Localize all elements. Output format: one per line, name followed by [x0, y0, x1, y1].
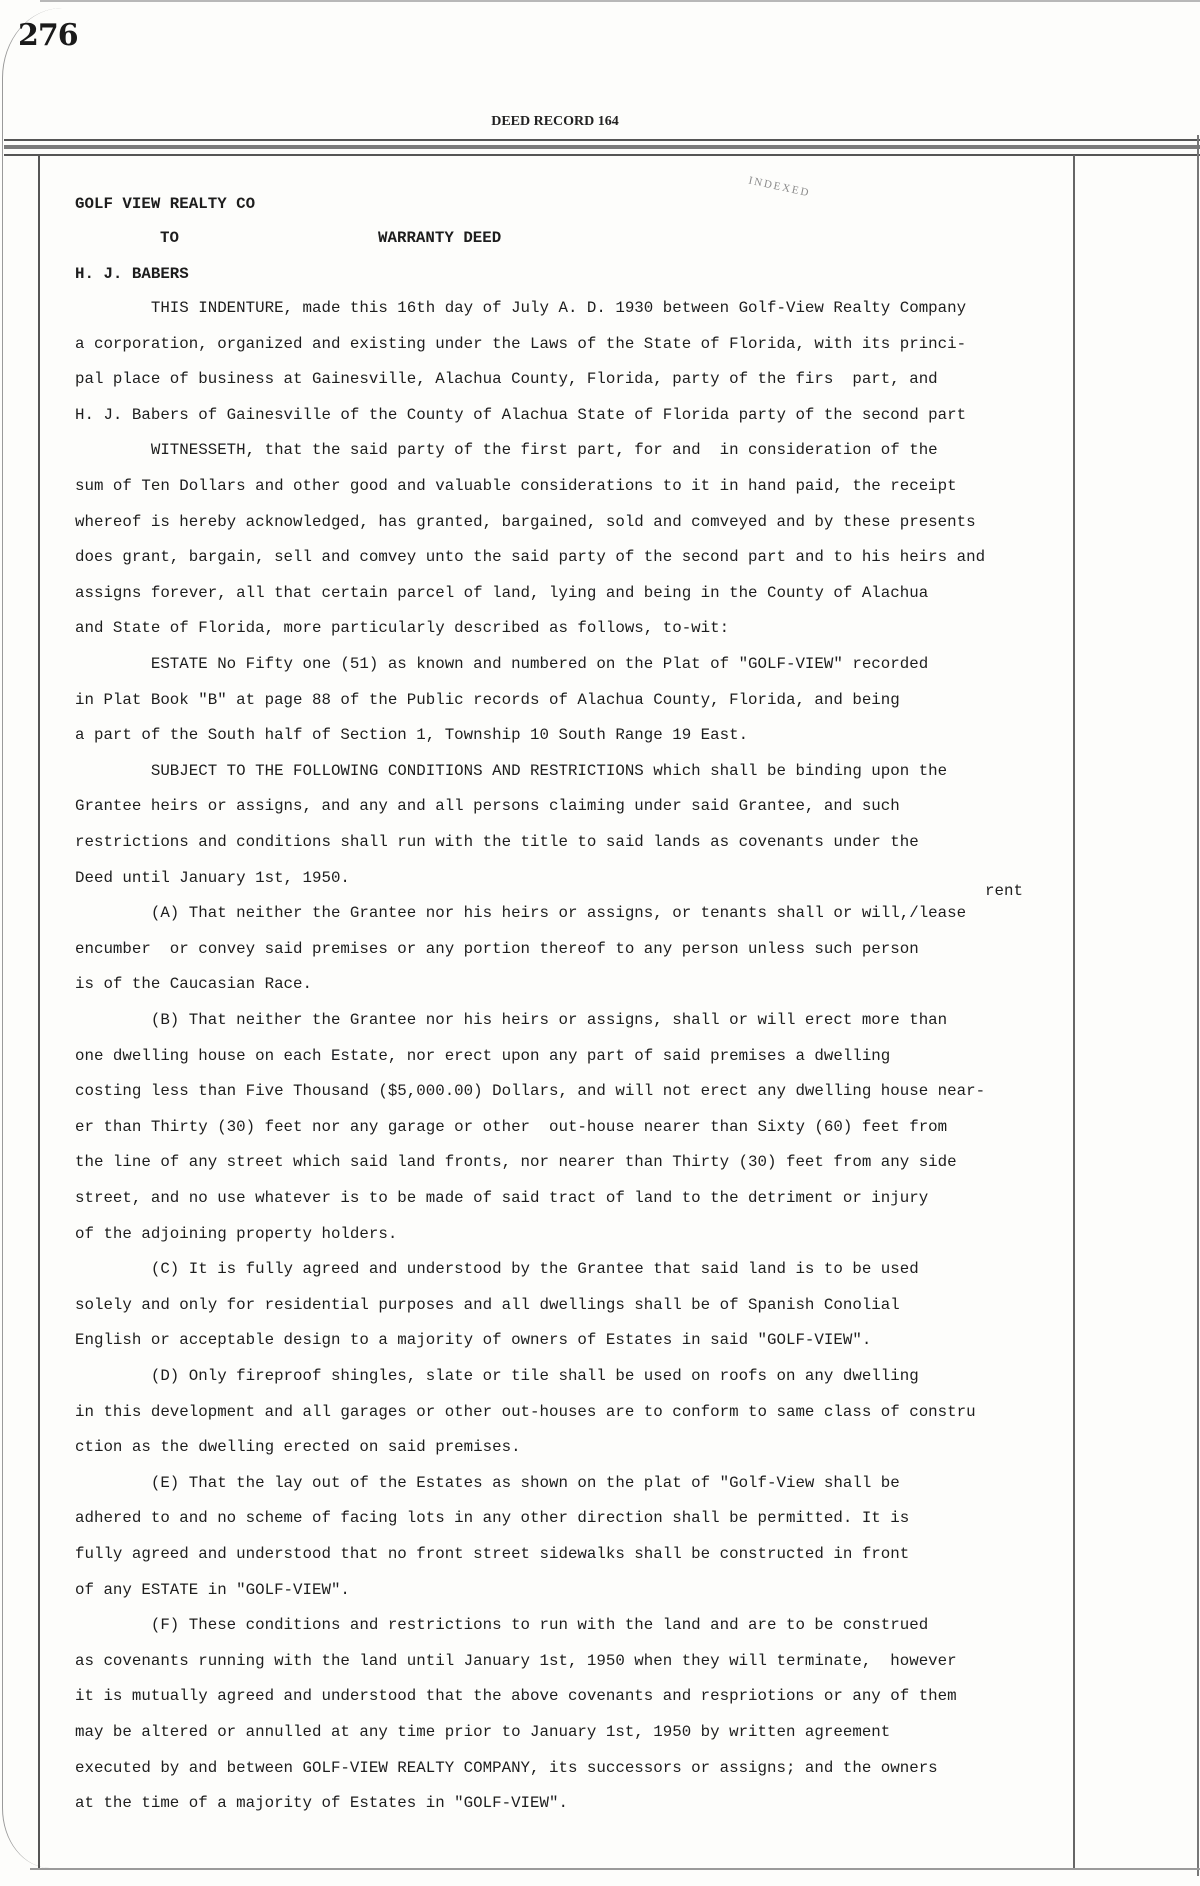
deed-text-line: a corporation, organized and existing under the Laws of the State of Florida, with its princi- — [75, 335, 967, 353]
header-rule-top — [4, 139, 1200, 141]
deed-text-line: street, and no use whatever is to be made of said tract of land to the detriment or injury — [75, 1189, 929, 1207]
deed-text-line: may be altered or annulled at any time prior to January 1st, 1950 by written agreement — [75, 1723, 891, 1741]
deed-text-line: (F) These conditions and restrictions to run with the land and are to be construed — [75, 1616, 929, 1634]
deed-text-line: solely and only for residential purposes and all dwellings shall be of Spanish Conolial — [75, 1296, 900, 1314]
to-label: TO — [160, 229, 179, 247]
deed-text-line: pal place of business at Gainesville, Alachua County, Florida, party of the firs part, and — [75, 370, 938, 388]
deed-text-line: fully agreed and understood that no front street sidewalks shall be constructed in front — [75, 1545, 910, 1563]
deed-text-line: assigns forever, all that certain parcel of land, lying and being in the County of Alachua — [75, 584, 929, 602]
deed-text-line: as covenants running with the land until January 1st, 1950 when they will terminate, however — [75, 1652, 957, 1670]
deed-text-line: costing less than Five Thousand ($5,000.00) Dollars, and will not erect any dwelling house near- — [75, 1082, 986, 1100]
deed-text-line: (A) That neither the Grantee nor his heirs or assigns, or tenants shall or will,/lease — [75, 904, 967, 922]
interlinear-insertion: rent — [985, 882, 1023, 900]
deed-text-line: er than Thirty (30) feet nor any garage or other out-house nearer than Sixty (60) feet from — [75, 1118, 948, 1136]
deed-text-line: SUBJECT TO THE FOLLOWING CONDITIONS AND RESTRICTIONS which shall be binding upon the — [75, 762, 948, 780]
deed-text-line: in Plat Book "B" at page 88 of the Public records of Alachua County, Florida, and being — [75, 691, 900, 709]
deed-text-line: ESTATE No Fifty one (51) as known and numbered on the Plat of "GOLF-VIEW" recorded — [75, 655, 929, 673]
deed-text-line: one dwelling house on each Estate, nor erect upon any part of said premises a dwelling — [75, 1047, 891, 1065]
deed-text-line: executed by and between GOLF-VIEW REALTY COMPANY, its successors or assigns; and the owners — [75, 1759, 938, 1777]
grantee-name: H. J. BABERS — [75, 265, 189, 283]
deed-text-line: at the time of a majority of Estates in "GOLF-VIEW". — [75, 1794, 568, 1812]
page-bottom-edge — [30, 1868, 1200, 1870]
deed-text-line: is of the Caucasian Race. — [75, 975, 312, 993]
deed-text-line: of the adjoining property holders. — [75, 1225, 398, 1243]
page-number: 276 — [18, 18, 78, 53]
deed-text-line: restrictions and conditions shall run with the title to said lands as covenants under the — [75, 833, 919, 851]
deed-text-line: in this development and all garages or other out-houses are to conform to same class of constru — [75, 1403, 976, 1421]
left-margin-line — [38, 155, 40, 1868]
deed-text-line: the line of any street which said land fronts, nor nearer than Thirty (30) feet from any side — [75, 1153, 957, 1171]
page-curl-edge — [2, 8, 63, 1868]
deed-text-line: encumber or convey said premises or any portion thereof to any person unless such person — [75, 940, 919, 958]
deed-text-line: H. J. Babers of Gainesville of the County of Alachua State of Florida party of the second part — [75, 406, 967, 424]
deed-text-line: and State of Florida, more particularly described as follows, to-wit: — [75, 619, 730, 637]
deed-text-line: Deed until January 1st, 1950. — [75, 869, 350, 887]
grantor-name: GOLF VIEW REALTY CO — [75, 195, 256, 213]
instrument-type: WARRANTY DEED — [378, 229, 502, 247]
page-top-edge — [40, 0, 1200, 2]
deed-text-line: WITNESSETH, that the said party of the first part, for and in consideration of the — [75, 441, 938, 459]
deed-text-line: it is mutually agreed and understood that the above covenants and respriotions or any of them — [75, 1687, 957, 1705]
deed-text-line: (C) It is fully agreed and understood by the Grantee that said land is to be used — [75, 1260, 919, 1278]
deed-text-line: sum of Ten Dollars and other good and valuable considerations to it in hand paid, the receipt — [75, 477, 957, 495]
deed-text-line: English or acceptable design to a majority of owners of Estates in said "GOLF-VIEW". — [75, 1331, 872, 1349]
deed-text-line: (B) That neither the Grantee nor his heirs or assigns, shall or will erect more than — [75, 1011, 948, 1029]
deed-text-line: Grantee heirs or assigns, and any and all persons claiming under said Grantee, and such — [75, 797, 900, 815]
deed-text-line: whereof is hereby acknowledged, has granted, bargained, sold and comveyed and by these presents — [75, 513, 976, 531]
record-title: DEED RECORD 164 — [491, 114, 619, 129]
deed-text-line: adhered to and no scheme of facing lots in any other direction shall be permitted. It is — [75, 1509, 910, 1527]
deed-text-line: ction as the dwelling erected on said premises. — [75, 1438, 521, 1456]
deed-text-line: of any ESTATE in "GOLF-VIEW". — [75, 1581, 350, 1599]
deed-text-line: (E) That the lay out of the Estates as shown on the plat of "Golf-View shall be — [75, 1474, 900, 1492]
deed-text-line: (D) Only fireproof shingles, slate or tile shall be used on roofs on any dwelling — [75, 1367, 919, 1385]
deed-text-line: THIS INDENTURE, made this 16th day of July A. D. 1930 between Golf-View Realty Company — [75, 299, 967, 317]
header-rule-thick — [4, 145, 1200, 149]
deed-text-line: does grant, bargain, sell and comvey unto the said party of the second part and to his heirs and — [75, 548, 986, 566]
page-right-edge — [1197, 135, 1199, 1876]
header-rule-bottom — [4, 154, 1200, 156]
indexed-stamp: INDEXED — [747, 174, 812, 200]
deed-text-line: a part of the South half of Section 1, Township 10 South Range 19 East. — [75, 726, 749, 744]
